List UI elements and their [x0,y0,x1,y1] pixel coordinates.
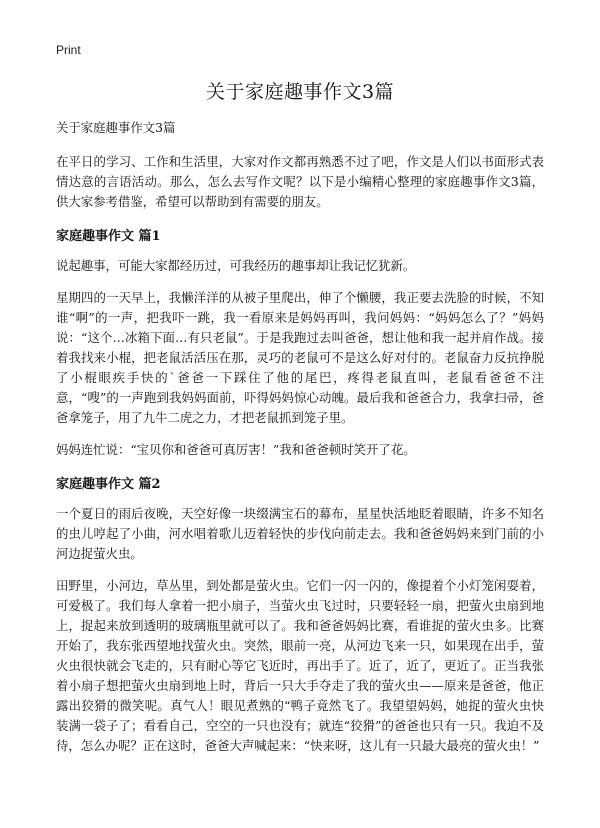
section-heading-1: 家庭趣事作文 篇1 [56,229,161,244]
section-1-paragraph-2: 星期四的一天早上，我懒洋洋的从被子里爬出，伸了个懒腰，我正要去洗脸的时候，不知谁“啊”的一声，把我吓一跳，我一看原来是妈妈再叫，我问妈妈：“妈妈怎么了？”妈妈说：“这个…冰箱下面…有只老鼠”。于是我跑过去叫爸爸，想让他和我一起并肩作战。接着我找来小棍，把老鼠活活压在那，灵巧的老鼠可不是这么好对付的。老鼠奋力反抗挣脱了小棍眼疾手快的`爸爸一下踩住了他的尾巴，疼得老鼠直叫，老鼠看爸爸不注意，“嗖”的一声跑到我妈妈面前，吓得妈妈惊心动魄。最后我和爸爸合力，我拿扫帚，爸爸拿笼子，用了九牛二虎之力，才把老鼠抓到笼子里。 [56,290,544,425]
section-2-paragraph-2: 田野里，小河边，草丛里，到处都是萤火虫。它们一闪一闪的，像提着个小灯笼闲耍着，可爱极了。我们每人拿着一把小扇子，当萤火虫飞过时，只要轻轻一扇，把萤火虫扇到地上，捉起来放到透明的玻璃瓶里就可以了。我和爸爸妈妈比赛，看谁捉的萤火虫多。比赛开始了，我东张西望地找萤火虫。突然，眼前一亮，从河边飞来一只，如果现在出手，萤火虫很快就会飞走的，只有耐心等它飞近时，再出手了。近了，近了，更近了。正当我张着小扇子想把萤火虫扇到地上时，背后一只大手夺走了我的萤火虫——原来是爸爸，他正露出狡猾的微笑呢。真气人！眼见煮熟的“鸭子竟然飞了。我望望妈妈，她捉的萤火虫快装满一袋子了；看看自己，空空的一只也没有；就连“狡猾”的爸爸也只有一只。我迫不及待，怎么办呢？正在这时，爸爸大声喊起来：“快来呀，这儿有一只最大最亮的萤火虫！” [56,578,544,753]
section-1-paragraph-3: 妈妈连忙说：“宝贝你和爸爸可真厉害！”我和爸爸顿时笑开了花。 [56,442,416,457]
intro-paragraph: 在平日的学习、工作和生活里，大家对作文都再熟悉不过了吧，作文是人们以书面形式表情达意的言语活动。那么，怎么去写作文呢？以下是小编精心整理的家庭趣事作文3篇，供大家参考借鉴，希望可以帮助到有需要的朋友。 [56,154,544,209]
document-subtitle: 关于家庭趣事作文3篇 [56,120,176,135]
document-title: 关于家庭趣事作文3篇 [205,81,395,103]
section-2-paragraph-1: 一个夏日的雨后夜晚，天空好像一块缀满宝石的幕布，星星快活地眨着眼睛，许多不知名的虫儿哼起了小曲，河水唱着歌儿迈着轻快的步伐向前走去。我和爸爸妈妈来到门前的小河边捉萤火虫。 [56,506,544,561]
section-1-paragraph-1: 说起趣事，可能大家都经历过，可我经历的趣事却让我记忆犹新。 [56,258,416,273]
section-heading-2: 家庭趣事作文 篇2 [56,477,161,492]
print-label: Print [56,43,81,57]
